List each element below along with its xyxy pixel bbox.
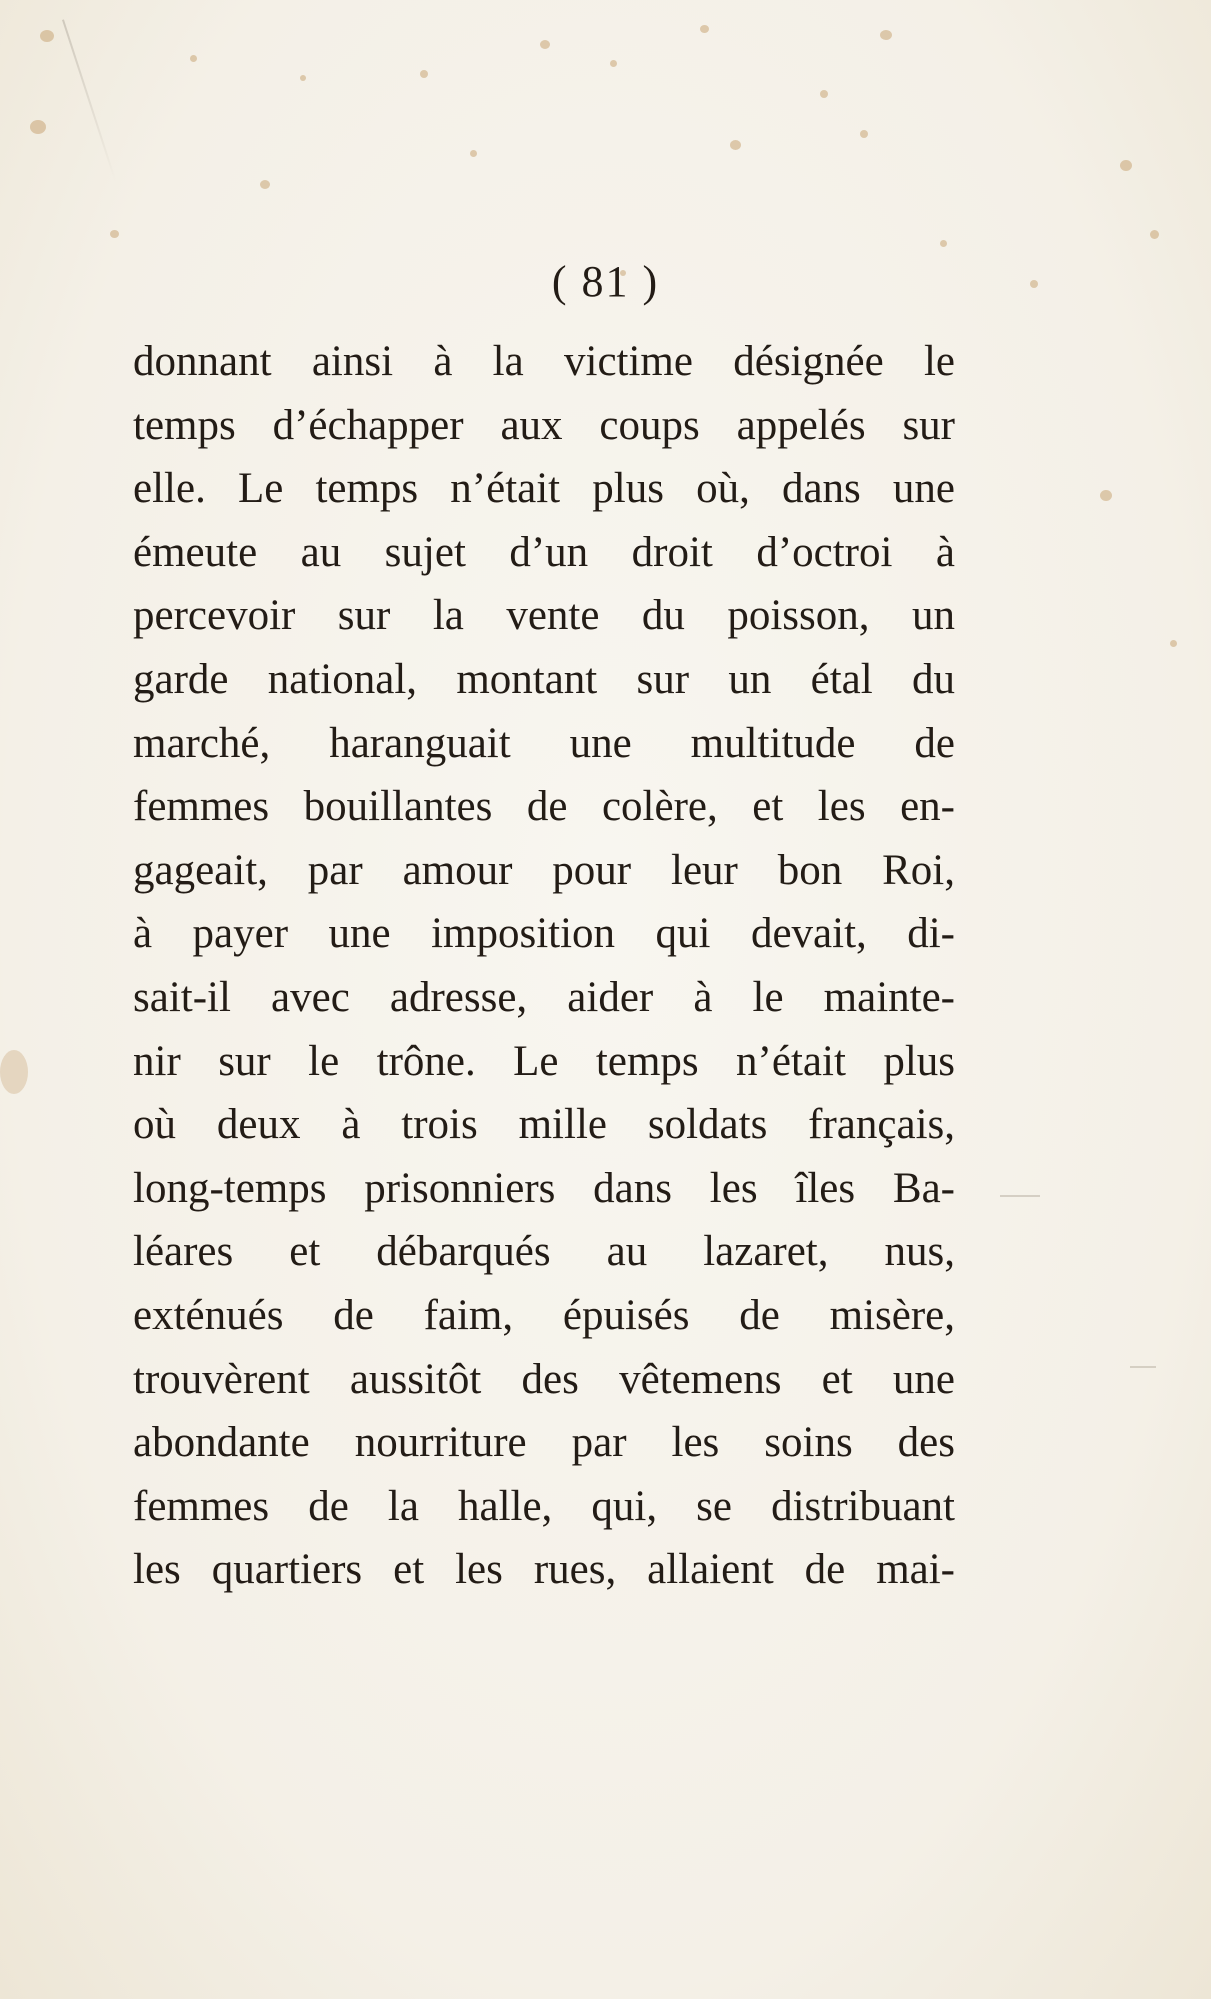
foxing-spot — [300, 75, 306, 81]
text-line: où deux à trois mille soldats français, — [133, 1101, 955, 1149]
text-line: sait-il avec adresse, aider à le mainte- — [133, 973, 955, 1021]
foxing-spot — [260, 180, 270, 189]
foxing-spot — [540, 40, 550, 49]
foxing-spot — [1100, 490, 1112, 501]
page-number: ( 81 ) — [551, 257, 660, 306]
foxing-spot — [860, 130, 868, 138]
text-line: gageait, par amour pour leur bon Roi, — [133, 846, 955, 894]
foxing-spot — [1120, 160, 1132, 171]
text-line: elle. Le temps n’était plus où, dans une — [133, 465, 955, 513]
text-line: femmes bouillantes de colère, et les en- — [133, 783, 955, 831]
text-line: temps d’échapper aux coups appelés sur — [133, 401, 955, 449]
foxing-spot — [730, 140, 741, 150]
foxing-spot — [820, 90, 828, 98]
text-line: léares et débarqués au lazaret, nus, — [133, 1228, 955, 1276]
foxing-spot — [700, 25, 709, 33]
foxing-spot — [420, 70, 428, 78]
foxing-spot — [470, 150, 477, 157]
body-text — [133, 330, 955, 1602]
text-line: trouvèrent aussitôt des vêtemens et une — [133, 1355, 955, 1403]
foxing-spot — [1150, 230, 1159, 239]
text-line: long-temps prisonniers dans les îles Ba- — [133, 1164, 955, 1212]
foxing-spot — [110, 230, 119, 238]
text-line: émeute au sujet d’un droit d’octroi à — [133, 528, 955, 576]
text-line: nir sur le trône. Le temps n’était plus — [133, 1037, 955, 1085]
text-line: exténués de faim, épuisés de misère, — [133, 1291, 955, 1339]
foxing-spot — [30, 120, 46, 134]
paper-crease — [62, 19, 116, 181]
foxing-spot — [610, 60, 617, 67]
text-line: donnant ainsi à la victime désignée le — [133, 338, 955, 385]
text-line: les quartiers et les rues, allaient de mai- — [133, 1546, 955, 1594]
text-line: marché, haranguait une multitude de — [133, 719, 955, 767]
foxing-spot — [940, 240, 947, 247]
text-line: à payer une imposition qui devait, di- — [133, 910, 955, 958]
text-line: abondante nourriture par les soins des — [133, 1419, 955, 1467]
foxing-spot — [880, 30, 892, 40]
foxing-spot — [1170, 640, 1177, 647]
foxing-spot — [190, 55, 197, 62]
foxing-spot — [40, 30, 54, 42]
margin-mark — [1130, 1366, 1156, 1368]
text-line: femmes de la halle, qui, se distribuant — [133, 1482, 955, 1530]
text-line: garde national, montant sur un étal du — [133, 655, 955, 703]
foxing-spot — [0, 1050, 28, 1094]
text-line: percevoir sur la vente du poisson, un — [133, 592, 955, 640]
margin-mark — [1000, 1195, 1040, 1197]
